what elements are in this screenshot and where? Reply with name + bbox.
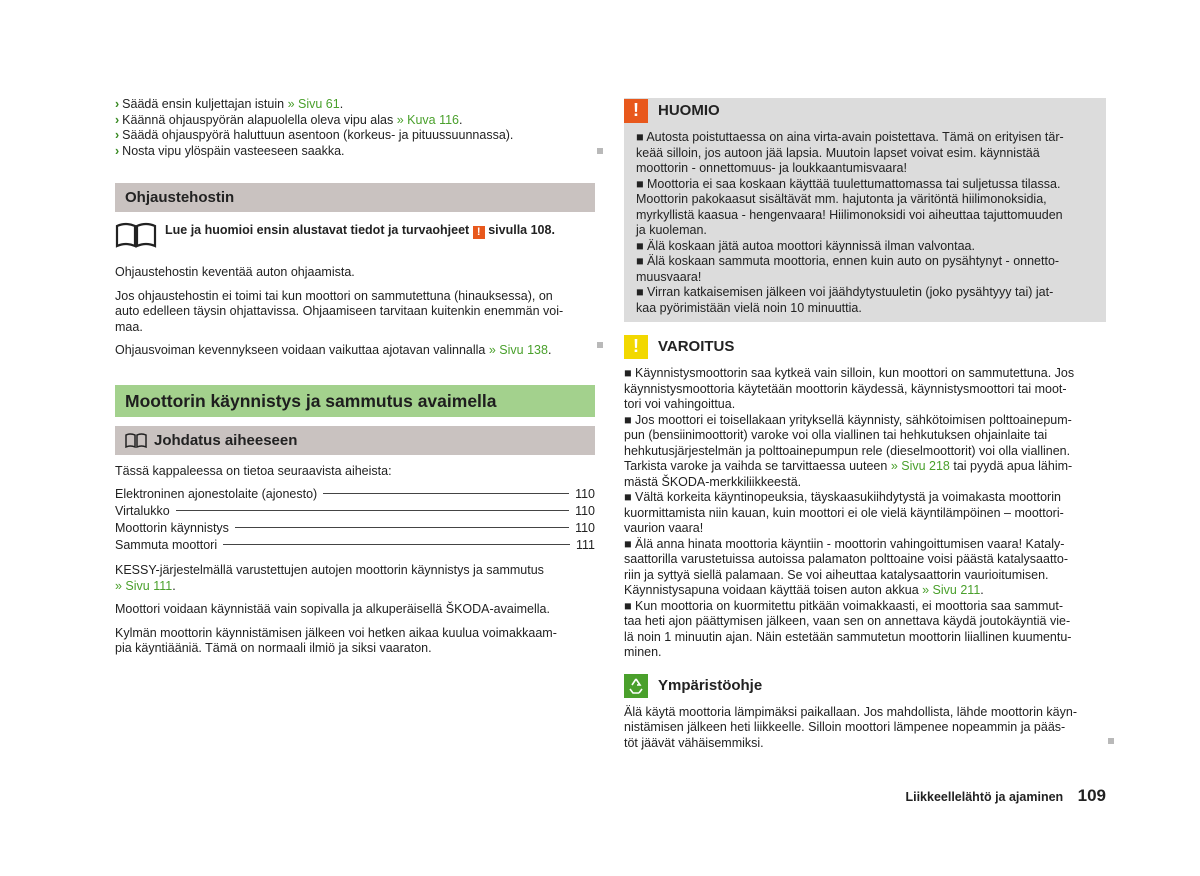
book-icon — [115, 221, 157, 248]
toc-entry[interactable]: Elektroninen ajonestolaite (ajonesto) 110 — [115, 487, 595, 501]
toc-entry[interactable]: Virtalukko 110 — [115, 504, 595, 518]
caution-box: ! HUOMIO ■ Autosta poistuttaessa on aina virta-avain poistettava. Tämä on erityisen tär- keää silloin, jos autoon jää lapsia. Muutoin lapset voivat esim. käynnistää moottorin - onnettomuus- ja loukkaantumisvaara! ■ Moottoria ei saa koskaan käyttää tuulettumattomassa tai suljetussa tilassa. Moottorin pakokaasut sisältävät mm. hajutonta ja väritöntä hiilimonoksidia, myrkyllistä kaasua - hengenvaara! Hiilimonoksidi voi aiheuttaa tajuttomuuden ja kuoleman. ■ Älä koskaan jätä autoa moottori käynnissä ilman valvontaa. ■ Älä koskaan sammuta moottoria, ennen kuin auto on pysähtynyt - onnetto- muusvaara! ■ Virran katkaisemisen jälkeen voi jäähdytystuuletin (joko pysähtyyy tai) jat- kaa pyörimistään vielä noin 10 minuuttia. — [624, 98, 1106, 322]
chapter-name: Liikkeellelähtö ja ajaminen — [905, 790, 1064, 804]
exclamation-icon: ! — [624, 99, 648, 123]
section-end-marker — [597, 148, 603, 154]
list-item: › Säädä ensin kuljettajan istuin » Sivu 61. — [115, 97, 344, 111]
page-link[interactable]: » Sivu 211 — [922, 583, 981, 597]
paragraph: KESSY-järjestelmällä varustettujen autojen moottorin käynnistys ja sammutus » Sivu 111. — [115, 563, 544, 593]
recycle-icon — [624, 674, 648, 698]
list-item: › Säädä ohjauspyörä haluttuun asentoon (korkeus- ja pituussuunnassa). — [115, 128, 514, 142]
paragraph: Tässä kappaleessa on tietoa seuraavista aiheista: — [115, 463, 392, 478]
chevron-right-icon: › — [115, 97, 120, 111]
list-item: › Käännä ohjauspyörän alapuolella oleva vipu alas » Kuva 116. — [115, 112, 463, 127]
paragraph: Jos ohjaustehostin ei toimi tai kun moottori on sammutettuna (hinauksessa), on auto edelleen täysin ohjattavissa. Ohjaamiseen tarvitaan kuitenkin enemmän voi- maa. — [115, 288, 564, 334]
steps-list — [115, 97, 595, 159]
environment-text: Älä käytä moottoria lämpimäksi paikallaan. Jos mahdollista, lähde moottorin käyn- nistämisen jälkeen heti liikkeelle. Silloin moottori lämpenee nopeammin ja pääs- töt jäävät vähäisemmiksi. — [624, 704, 1077, 750]
page-link[interactable]: » Sivu 111 — [115, 578, 173, 593]
paragraph: Kylmän moottorin käynnistämisen jälkeen voi hetken aikaa kuulua voimakkaam- pia käyntiääniä. Tämä on normaali ilmiö ja siksi vaaraton. — [115, 625, 557, 655]
figure-link[interactable]: » Kuva 116 — [396, 112, 460, 127]
safety-notice: Lue ja huomioi ensin alustavat tiedot ja turvaohjeet ! sivulla 108. — [115, 221, 595, 251]
toc-entry[interactable]: Moottorin käynnistys 110 — [115, 521, 595, 535]
chapter-heading: Moottorin käynnistys ja sammutus avaimella — [115, 385, 595, 417]
chevron-right-icon: › — [115, 128, 120, 142]
toc-entry[interactable]: Sammuta moottori 111 — [115, 538, 595, 552]
paragraph: Ohjausvoiman kevennykseen voidaan vaikuttaa ajotavan valinnalla » Sivu 138. — [115, 343, 552, 357]
book-icon — [125, 433, 147, 448]
warning-box: ! VAROITUS ■ Käynnistysmoottorin saa kytkeä vain silloin, kun moottori on sammutettuna. Jos käynnistysmoottoria käytetään moottorin käydessä, käynnistysmoottori tai moot- tori voi vahingoittua. ■ Jos moottori ei toisellakaan yrityksellä käynnisty, sähkötoimisen polttoainepum- pun (bensiinimoottorit) varoke voi olla viallinen tai hehkutuksen ohjainlaite tai hehkutusjärjestelmän ja polttoainepumpun rele (dieselmoottorit) voi olla viallinen. Tarkista varoke ja vaihda se tarvittaessa uuteen » Sivu 218 tai pyydä apua lähim- mästä ŠKODA-merkkiliikkeestä. ■ Vältä korkeita käyntinopeuksia, täyskaasukiihdytystä ja voimakasta moottorin kuormittamista niin kauan, kuin moottori ei ole vielä käyntilämpöinen – moottori- vaurion vaara! ■ Älä anna hinata moottoria käyntiin - moottorin vahingoittumisen vaara! Kataly- saattorilla varustetuissa autoissa palamaton polttoaine voisi päästä katalysaatto- riin ja syttyä siellä palamaan. Se voi aiheuttaa katalysaattorin vaurioitumisen. Käynnistysapuna voidaan käyttää toisen auton akkua » Sivu 211. ■ Kun moottoria on kuormitettu pitkään voimakkaasti, ei moottoria saa sammut- taa heti ajon päättymisen jälkeen, vaan sen on annettava käydä joutokäyntiä vie- lä noin 1 minuutin ajan. Näin estetään sammutetun moottorin liiallinen kuumentu- minen. — [624, 334, 1106, 661]
page-link[interactable]: » Sivu 61 — [287, 97, 340, 111]
page-link[interactable]: » Sivu 138 — [488, 343, 548, 357]
chevron-right-icon: › — [115, 112, 120, 127]
exclamation-icon: ! — [624, 335, 648, 359]
section-heading: Ohjaustehostin — [115, 183, 595, 212]
paragraph: Ohjaustehostin keventää auton ohjaamista. — [115, 265, 355, 279]
page-footer — [880, 786, 1106, 806]
paragraph: Moottori voidaan käynnistää vain sopivalla ja alkuperäisellä ŠKODA-avaimella. — [115, 602, 550, 616]
caution-text: ■ Autosta poistuttaessa on aina virta-avain poistettava. Tämä on erityisen tär- keää silloin, jos autoon jää lapsia. Muutoin lapset voivat esim. käynnistää moottorin - onnettomuus- ja loukkaantumisvaara! ■ Moottoria ei saa koskaan käyttää tuulettumattomassa tai suljetussa tilassa. Moottorin pakokaasut sisältävät mm. hajutonta ja väritöntä hiilimonoksidia, myrkyllistä kaasua - hengenvaara! Hiilimonoksidi voi aiheuttaa tajuttomuuden ja kuoleman. ■ Älä koskaan jätä autoa moottori käynnissä ilman valvontaa. ■ Älä koskaan sammuta moottoria, ennen kuin auto on pysähtynyt - onnetto- muusvaara! ■ Virran katkaisemisen jälkeen voi jäähdytystuuletin (joko pysähtyyy tai) jat- kaa pyörimistään vielä noin 10 minuuttia. — [636, 130, 1064, 315]
chevron-right-icon: › — [115, 143, 120, 158]
exclamation-icon: ! — [473, 226, 485, 239]
page-number: 109 — [1077, 786, 1106, 805]
list-item: › Nosta vipu ylöspäin vasteeseen saakka. — [115, 143, 345, 158]
left-column — [115, 97, 595, 657]
warning-text: ■ Käynnistysmoottorin saa kytkeä vain silloin, kun moottori on sammutettuna. Jos käynnistysmoottoria käytetään moottorin käydessä, käynnistysmoottori tai moot- tori voi vahingoittua. ■ Jos moottori ei toisellakaan yrityksellä käynnisty, sähkötoimisen polttoainepum- pun (bensiinimoottorit) varoke voi olla viallinen tai hehkutuksen ohjainlaite tai hehkutusjärjestelmän ja polttoainepumpun rele (dieselmoottorit) voi olla viallinen. Tarkista varoke ja vaihda se tarvittaessa uuteen » Sivu 218 tai pyydä apua lähim- mästä ŠKODA-merkkiliikkeestä. ■ Vältä korkeita käyntinopeuksia, täyskaasukiihdytystä ja voimakasta moottorin kuormittamista niin kauan, kuin moottori ei ole vielä käyntilämpöinen – moottori- vaurion vaara! ■ Älä anna hinata moottoria käyntiin - moottorin vahingoittumisen vaara! Kataly- saattorilla varustetuissa autoissa palamaton polttoaine voisi päästä katalysaatto- riin ja syttyä siellä palamaan. Se voi aiheuttaa katalysaattorin vaurioitumisen. Käynnistysapuna voidaan käyttää toisen auton akkua » Sivu 211. ■ Kun moottoria on kuormitettu pitkään voimakkaasti, ei moottoria saa sammut- taa heti ajon päättymisen jälkeen, vaan sen on annettava käydä joutokäyntiä vie- lä noin 1 minuutin ajan. Näin estetään sammutetun moottorin liiallinen kuumentu- minen. — [624, 366, 1075, 659]
right-column — [624, 98, 1106, 751]
subsection-heading: Johdatus aiheeseen — [115, 426, 595, 455]
page-link[interactable]: » Sivu 218 — [890, 459, 950, 473]
table-of-contents — [115, 487, 595, 555]
section-end-marker — [597, 342, 603, 348]
environment-note: Ympäristöohje Älä käytä moottoria lämpimäksi paikallaan. Jos mahdollista, lähde moottorin käyn- nistämisen jälkeen heti liikkeelle. Silloin moottori lämpenee nopeammin ja pääs- töt jäävät vähäisemmiksi. — [624, 673, 1106, 752]
section-end-marker — [1108, 738, 1114, 744]
